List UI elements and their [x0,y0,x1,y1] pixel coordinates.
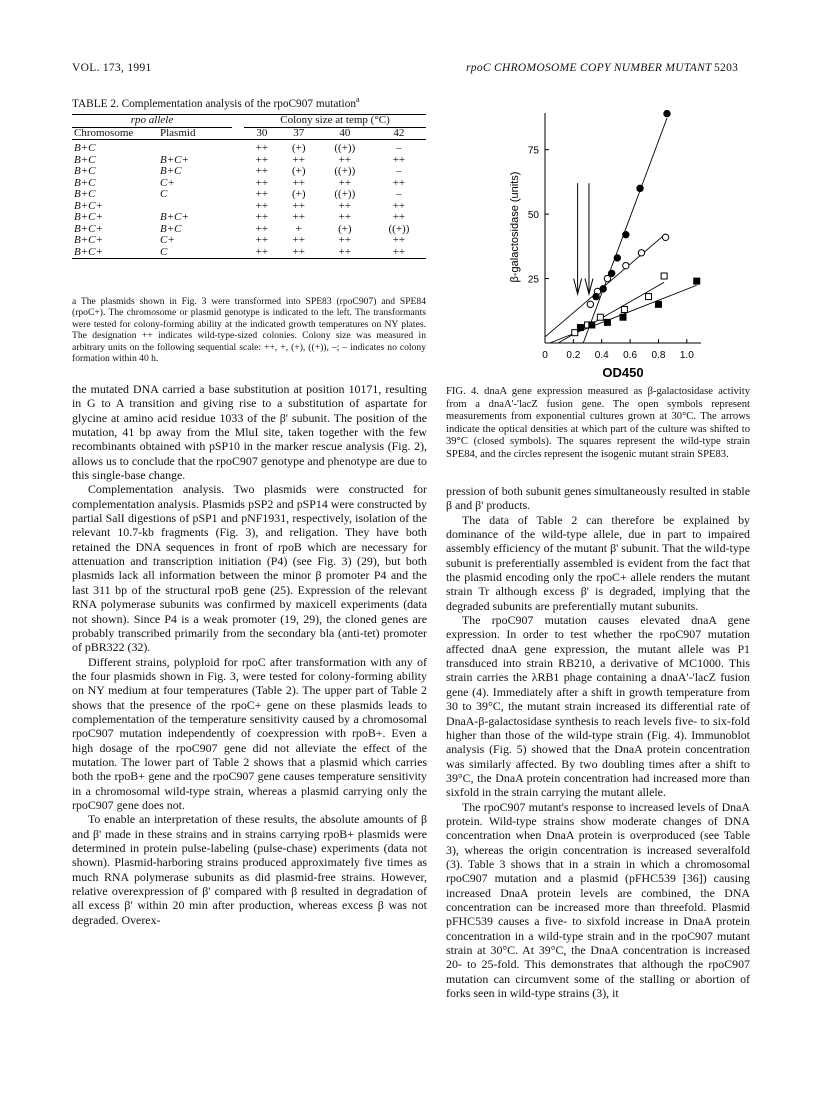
table-row [72,235,426,247]
right-column [446,484,750,1000]
paragraph: The data of Table 2 can therefore be explained by dominance of the wild-type allele, due in part to impaired assembly efficiency of the mutant β' subunit. That the wild-type subunit is preferentially assembled is evident from the fact that the plasmid encoding only the rpoC+ allele renders the mutant strain Tr although excess β' is degraded, implying that the degraded subunits are preferentially mutant subunits. [446,512,750,613]
table2-col-chromosome: Chromosome [74,126,134,139]
chromosome-cell: B+C+ [74,234,103,246]
colony-size-cell: ++ [292,234,305,246]
table2-body [72,140,426,259]
data-point-circle [593,293,599,299]
colony-size-cell: ++ [392,245,406,258]
paragraph: Complementation analysis. Two plasmids were constructed for complementation analysis. Plasmids pSP2 and pSP14 were constructed by partial SalI digestions of pSP1 and pNF1931, respectively, isolation of the relevant 10.7-kb fragments (Fig. 3), and religation. They have both retained the DNA sequences in front of rpoB which are necessary for attenuation and transcription initiation (P4) (see Fig. 3) (29), but both plasmids lack all information between the minor β promoter P4 and the last 311 bp of the structural rpoB gene (25). Expression of the relevant RNA polymerase subunits was confirmed by maxicell experiments (data not shown). Since P4 is a weak promoter (19, 29), the cloned genes are probably transcribed primarily from the secondary bla (anti-tet) promoter of pBR322 (32). [72,482,427,655]
paragraph: the mutated DNA carried a base substitution at position 10171, resulting in G to A transition and giving rise to a substitution of aspartate for glycine at amino acid residue 1033 of the β' subunit. The position of the mutation, 41 bp away from the MluI site, taken together with the few recombinants obtained with pSP10 in the marker rescue analysis (Fig. 2), allows us to conclude that the rpoC907 genotype and phenotype are due to this single-base change. [72,382,427,483]
colony-size-cell: ++ [255,153,269,166]
table-row [72,155,426,167]
colony-size-cell: ++ [392,234,406,246]
table2-col-plasmid: Plasmid [160,126,196,139]
x-tick-label: 0.6 [623,350,638,361]
chromosome-cell: B+C+ [74,211,103,223]
table-row [72,189,426,201]
colony-size-cell: ++ [255,234,269,246]
data-point-square [604,319,610,325]
colony-size-cell: ++ [292,245,305,258]
colony-size-cell: ++ [255,222,269,235]
data-point-circle [587,301,593,307]
data-point-square [577,325,583,331]
data-point-square [661,273,667,279]
table2-col-temp: 42 [393,126,405,139]
colony-size-cell: ((+)) [334,142,356,154]
data-point-square [572,330,578,336]
data-point-circle [600,286,606,292]
plasmid-cell: B+C [160,222,182,235]
colony-size-cell: ++ [255,188,269,200]
figure4-caption: FIG. 4. dnaA gene expression measured as β-galactosidase activity from a dnaA'-'lacZ fusion gene. The open symbols represent measurements from exponential cultures grown at 30°C. The arrows indicate the optical densities at which part of the culture was shifted to 39°C (closed symbols). The squares represent the wild-type strain SPE84, and the circles represent the isogenic mutant strain SPE83. [446,386,750,460]
x-tick-label: 0 [542,350,548,361]
chromosome-cell: B+C [74,142,96,154]
x-tick-label: 0.8 [651,350,666,361]
running-header-title: rpoC CHROMOSOME COPY NUMBER MUTANT [466,62,712,74]
chromosome-cell: B+C [74,165,96,177]
plasmid-cell: C+ [160,234,175,246]
table2 [72,114,426,261]
figure4-chart [500,100,720,382]
table-row [72,247,426,259]
table2-col-temp: 30 [256,126,268,139]
colony-size-cell: (+) [291,142,306,154]
data-point-square [597,314,603,320]
colony-size-cell: ((+)) [334,165,356,177]
data-point-circle [662,234,668,240]
paragraph: Different strains, polyploid for rpoC after transformation with any of the four plasmids shown in Fig. 3, were tested for colony-forming ability on NY medium at four temperatures (Table 2). The upper part of Table 2 shows that the presence of the rpoC+ gene on these plasmids leads to complementation of the temperature sensitivity caused by a chromosomal rpoC907 mutation independently of coexpression with rpoB+. Even a high dosage of the rpoC907 gene did not alleviate the effect of the mutation. The lower part of Table 2 shows that a plasmid which carries both the rpoB+ gene and the rpoC907 gene causes temperature sensitivity in a chromosomal wild-type strain, whereas a plasmid carrying only the rpoC907 gene does not. [72,654,427,812]
chromosome-cell: B+C [74,176,96,189]
table-row [72,212,426,224]
table2-col-temp: 37 [293,126,305,139]
colony-size-cell: (+) [338,222,352,235]
colony-size-cell: – [396,165,402,177]
y-tick-label: 50 [527,210,539,222]
data-point-square [589,322,595,328]
data-point-square [621,306,627,312]
colony-size-cell: ++ [255,211,269,223]
data-point-square [655,301,661,307]
colony-size-cell: ++ [338,211,352,223]
x-tick-label: 1.0 [679,350,694,361]
y-tick-label: 25 [527,274,539,286]
table-row [72,224,426,236]
colony-size-cell: ++ [255,245,269,258]
colony-size-cell: (+) [291,188,306,200]
colony-size-cell: (+) [291,165,306,177]
chromosome-cell: B+C [74,153,96,166]
plasmid-cell: B+C+ [160,211,189,223]
left-column [72,382,427,927]
chromosome-cell: B+C+ [74,245,103,258]
table-row [72,140,426,155]
plasmid-cell: C [160,188,168,200]
data-point-circle [614,255,620,261]
plasmid-cell [158,140,232,155]
colony-size-cell: ++ [338,234,352,246]
plasmid-cell: B+C [160,165,182,177]
colony-size-cell: + [295,222,302,235]
colony-size-cell: ++ [338,153,352,166]
colony-size-cell: – [396,142,402,154]
paragraph: To enable an interpretation of these results, the absolute amounts of β and β' made in these strains and in strains carrying rpoB+ plasmids were determined in protein pulse-labeling (pulse-chase) experiments (data not shown). Plasmid-harboring strains produced approximately five times as much RNA polymerase subunits as did plasmid-free strains. However, relative overexpression of β' compared with β resulted in degradation of all excess β' within 20 min after production, whereas excess β was not degraded. Overex- [72,812,427,927]
plasmid-cell: C+ [160,176,175,189]
data-point-circle [623,232,629,238]
colony-size-cell: ++ [255,199,269,212]
colony-size-cell: ++ [338,199,352,212]
y-tick-label: 75 [527,145,539,157]
paragraph: The rpoC907 mutant's response to increased levels of DnaA protein. Wild-type strains show moderate changes of DNA concentration when DnaA protein is overproduced (see Table 3), whereas the origin concentration is increased severalfold (3). Table 3 shows that in a strain in which a chromosomal rpoC907 mutation and a plasmid (pFHC539 [36]) causing increased DnaA protein levels are combined, the DNA concentration can be increased more than threefold. Plasmid pFHC539 causes a five- to sixfold increase in DnaA protein concentration in a wild-type strain and in the rpoC907 mutant strain at 30°C. At 39°C, the DnaA concentration is increased 20- to 25-fold. This demonstrates that although the rpoC907 mutation can circumvent some of the stalling or abortion of forks seen in wild-type strains (3), it [446,799,750,1001]
running-header-volume: VOL. 173, 1991 [72,62,152,74]
x-tick-label: 0.4 [594,350,609,361]
table-row [72,178,426,190]
plasmid-cell: C [160,245,168,258]
page-number: 5203 [714,62,739,74]
table-row [72,201,426,213]
x-axis-label: OD450 [602,365,644,380]
chromosome-cell: B+C [74,188,96,200]
chart-plot-area [509,110,701,380]
data-point-circle [623,262,629,268]
data-point-circle [608,270,614,276]
x-tick-label: 0.2 [566,350,581,361]
colony-size-cell: ++ [392,199,406,212]
colony-size-cell: ((+)) [388,222,410,235]
chromosome-cell: B+C+ [74,199,103,212]
table2-group-rpo: rpo allele [72,115,232,128]
colony-size-cell: ++ [292,199,305,212]
colony-size-cell: ++ [338,176,352,189]
chromosome-cell: B+C+ [74,222,103,235]
colony-size-cell: ++ [292,153,305,166]
plasmid-cell: B+C+ [160,153,189,166]
colony-size-cell: ++ [255,165,269,177]
colony-size-cell: ++ [255,176,269,189]
data-point-square [620,314,626,320]
paragraph: The rpoC907 mutation causes elevated dnaA gene expression. In order to test whether the rpoC907 mutation affected dnaA gene expression, the mutant allele was P1 transduced into strain RB210, a derivative of MC1000. This strain carries the λRB1 phage containing a dnaA'-'lacZ fusion gene (4). Immediately after a shift in growth temperature from 30 to 39°C, the mutant strain increased its differential rate of DnaA-β-galactosidase synthesis to reach levels five- to six-fold higher than those of the wild-type strain (Fig. 4). Immunoblot analysis (Fig. 5) showed that the DnaA protein concentration was similarly affected. By two doubling times after a shift to 39°C, the DnaA protein concentration had increased more than sixfold in the strain carrying the mutant allele. [446,613,750,800]
data-point-circle [637,185,643,191]
colony-size-cell: ++ [255,142,269,154]
paragraph: pression of both subunit genes simultaneously resulted in stable β and β' products. [446,484,750,513]
table2-footnote: a The plasmids shown in Fig. 3 were transformed into SPE83 (rpoC907) and SPE84 (rpoC+). The chromosome or plasmid genotype is indicated to the left. The transformants were tested for colony-forming ability at the indicated growth temperatures on NY plates. The designation ++ indicates wild-type-sized colonies. Colony size was measured in arbitrary units on the following sequential scale: ++, +, (+), ((+)), –; – indicates no colony formation within 40 h. [72,296,426,365]
table2-caption: TABLE 2. Complementation analysis of the rpoC907 mutation$^a$ [72,95,360,110]
data-point-square [694,278,700,284]
data-point-circle [638,250,644,256]
colony-size-cell: ++ [292,176,305,189]
colony-size-cell: ++ [292,211,305,223]
colony-size-cell: ++ [338,245,352,258]
colony-size-cell: – [396,188,402,200]
table-row [72,166,426,178]
colony-size-cell: ++ [392,211,406,223]
table2-col-temp: 40 [339,126,351,139]
y-axis-label: β-galactosidase (units) [509,171,521,283]
table2-group-colony: Colony size at temp (°C) [244,115,426,128]
colony-size-cell: ((+)) [334,188,356,200]
colony-size-cell: ++ [392,176,406,189]
data-point-circle [664,110,670,116]
colony-size-cell: ++ [392,153,406,166]
data-point-square [646,294,652,300]
